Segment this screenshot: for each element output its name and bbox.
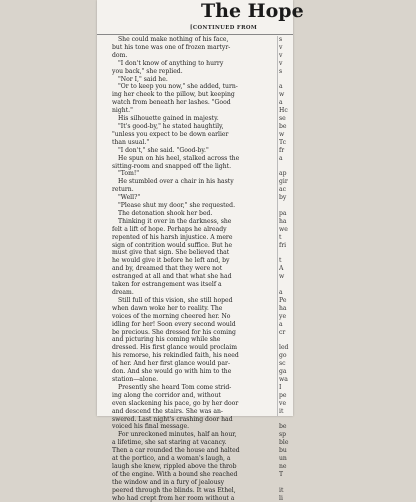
article-line: Then a car rounded the house and halted bbox=[112, 447, 240, 455]
adjacent-column-fragment: I bbox=[279, 383, 282, 391]
article-line: dressed. His first glance would proclaim bbox=[112, 344, 238, 352]
article-line: his remorse, his rekindled faith, his need bbox=[112, 352, 239, 360]
article-line: "I don't," she said. "Good-by." bbox=[118, 146, 209, 154]
article-line: when dawn woke her to reality. The bbox=[112, 304, 223, 312]
article-line: He stumbled over a chair in his hasty bbox=[118, 178, 234, 186]
adjacent-column-fragment: sp bbox=[279, 431, 287, 439]
article-main-column bbox=[112, 36, 269, 502]
article-line: of the engine. With a bound she reached bbox=[112, 470, 238, 478]
adjacent-column-fragment: T bbox=[279, 470, 284, 478]
adjacent-column-fragment: ha bbox=[279, 304, 287, 312]
adjacent-column-fragment: ga bbox=[279, 368, 287, 376]
header-rule bbox=[97, 34, 293, 35]
article-line: watch from beneath her lashes. "Good bbox=[112, 99, 231, 107]
adjacent-column-fragment: t bbox=[279, 257, 282, 265]
article-line: The detonation shook her bed. bbox=[118, 209, 213, 217]
article-line: "unless you expect to be down earlier bbox=[112, 130, 229, 138]
adjacent-column-fragment: ac bbox=[279, 186, 287, 194]
adjacent-column-fragment bbox=[278, 249, 294, 257]
adjacent-column-fragment: we bbox=[279, 225, 288, 233]
adjacent-column-fragment: by bbox=[279, 194, 287, 202]
article-line: dream. bbox=[112, 289, 134, 296]
continued-from-label: [CONTINUED FROM bbox=[190, 25, 258, 31]
article-line: he would give it before he left and, by bbox=[112, 257, 230, 265]
adjacent-column-fragment: w bbox=[279, 91, 285, 99]
adjacent-column-fragment: se bbox=[279, 115, 286, 123]
adjacent-column-fragment: ne bbox=[279, 462, 287, 470]
adjacent-column-fragment: led bbox=[279, 344, 289, 352]
article-line: and by, dreamed that they were not bbox=[112, 265, 223, 273]
adjacent-column-fragment: a bbox=[279, 99, 283, 107]
article-line: who had crept from her room without a bbox=[112, 494, 235, 502]
adjacent-column-fragment bbox=[278, 281, 294, 289]
adjacent-column-fragment: v bbox=[279, 43, 283, 51]
article-line: a lifetime, she sat staring at vacancy. bbox=[112, 439, 227, 447]
adjacent-column-fragment: s bbox=[279, 36, 283, 43]
adjacent-column-fragment: pe bbox=[279, 391, 287, 399]
adjacent-column-fragment: t bbox=[279, 233, 282, 241]
adjacent-column-fragment: a bbox=[279, 320, 283, 328]
article-line: of her. And her first glance would par- bbox=[112, 360, 231, 368]
article-line: the window and in a fury of jealousy bbox=[112, 478, 225, 486]
article-line: voiced his final message. bbox=[112, 423, 190, 431]
adjacent-column-fragment: a bbox=[279, 289, 283, 296]
article-line: For unreckoned minutes, half an hour, bbox=[118, 431, 237, 439]
article-adjacent-column bbox=[277, 36, 294, 502]
article-line: "I don't know of anything to hurry bbox=[118, 59, 224, 67]
adjacent-column-fragment: A bbox=[279, 265, 284, 273]
adjacent-column-fragment: it bbox=[279, 407, 284, 415]
adjacent-column-fragment: ye bbox=[279, 312, 287, 320]
article-line: sign of contrition would suffice. But he bbox=[112, 241, 233, 249]
adjacent-column-fragment: pa bbox=[279, 209, 287, 217]
article-line: "It's good-by," he stated haughtily, bbox=[118, 122, 224, 130]
adjacent-column-fragment: v bbox=[279, 51, 283, 59]
article-line: voices of the morning cheered her. No bbox=[112, 312, 231, 320]
article-line: sitting-room and snapped off the light. bbox=[112, 162, 232, 170]
article-line: at the portico, and a woman's laugh, a bbox=[112, 455, 231, 463]
article-line: swered. Last night's crashing door had bbox=[112, 415, 233, 423]
adjacent-column-fragment: ble bbox=[279, 439, 289, 447]
article-line: ing her cheek to the pillow, but keeping bbox=[112, 91, 235, 99]
adjacent-column-fragment: Pe bbox=[279, 296, 287, 304]
article-line: "Or to keep you now," she added, turn- bbox=[118, 83, 238, 91]
article-line: and picturing his coming while she bbox=[112, 336, 221, 344]
adjacent-column-fragment: go bbox=[279, 352, 287, 360]
adjacent-column-fragment: gir bbox=[279, 178, 288, 186]
adjacent-column-fragment: a bbox=[279, 83, 283, 91]
article-line: be precious. She dressed for his coming bbox=[112, 328, 236, 336]
article-line: don. And she would go with him to the bbox=[112, 368, 232, 376]
article-line: She could make nothing of his face, bbox=[118, 36, 229, 43]
article-line: night." bbox=[112, 107, 133, 115]
article-title: The Hope bbox=[201, 0, 304, 22]
adjacent-column-fragment bbox=[278, 76, 294, 84]
article-line: His silhouette gained in majesty. bbox=[118, 115, 219, 123]
adjacent-column-fragment: be bbox=[279, 423, 287, 431]
adjacent-column-fragment: wa bbox=[279, 375, 288, 383]
article-line: taken for estrangement was itself a bbox=[112, 281, 222, 289]
adjacent-column-fragment: v bbox=[279, 59, 283, 67]
article-line: but his tone was one of frozen martyr- bbox=[112, 43, 231, 51]
article-line: laugh she knew, rippled above the throb bbox=[112, 462, 237, 470]
adjacent-column-fragment: a bbox=[279, 154, 283, 162]
adjacent-column-fragment: sc bbox=[279, 360, 286, 368]
article-line: even slackening his pace, go by her door bbox=[112, 399, 239, 407]
article-line: felt a lift of hope. Perhaps he already bbox=[112, 225, 227, 233]
article-line: Presently she heard Tom come strid- bbox=[118, 383, 232, 391]
article-line: and descend the stairs. She was an- bbox=[112, 407, 223, 415]
adjacent-column-fragment: ap bbox=[279, 170, 287, 178]
article-line: ing along the corridor and, without bbox=[112, 391, 221, 399]
adjacent-column-fragment bbox=[278, 202, 294, 210]
article-line: Still full of this vision, she still hoped bbox=[118, 296, 233, 304]
adjacent-column-fragment: ve bbox=[279, 399, 287, 407]
adjacent-column-fragment: be bbox=[279, 122, 287, 130]
adjacent-column-fragment: w bbox=[279, 273, 285, 281]
article-line: peered through the blinds. It was Ethel, bbox=[112, 486, 236, 494]
article-line: idling for her! Soon every second would bbox=[112, 320, 236, 328]
article-line: He spun on his heel, stalked across the bbox=[118, 154, 240, 162]
adjacent-column-fragment bbox=[278, 479, 294, 487]
article-line: return. bbox=[112, 186, 134, 194]
adjacent-column-fragment: bu bbox=[279, 447, 287, 455]
article-line: "Well?" bbox=[118, 194, 141, 202]
article-line: station—alone. bbox=[112, 375, 159, 383]
article-line: you back," she replied. bbox=[112, 67, 183, 75]
article-line: "Nor I," said he. bbox=[118, 75, 168, 83]
article-clipping bbox=[97, 0, 304, 502]
adjacent-column-fragment bbox=[278, 416, 294, 424]
adjacent-column-fragment: cr bbox=[279, 328, 286, 336]
adjacent-column-fragment: li bbox=[279, 494, 283, 502]
adjacent-column-fragment: Hc bbox=[279, 107, 288, 115]
adjacent-column-fragment: s bbox=[279, 67, 283, 75]
adjacent-column-fragment: ha bbox=[279, 217, 287, 225]
article-line: estranged at all and that what she had bbox=[112, 273, 232, 281]
article-line: dom. bbox=[112, 51, 128, 59]
article-line: than usual." bbox=[112, 138, 150, 146]
adjacent-column-fragment: Tc bbox=[279, 138, 287, 146]
article-line: "Please shut my door," she requested. bbox=[118, 202, 236, 210]
article-line: "Tom!" bbox=[118, 170, 140, 178]
adjacent-column-fragment: w bbox=[279, 130, 285, 138]
article-line: Thinking it over in the darkness, she bbox=[118, 217, 232, 225]
adjacent-column-fragment: un bbox=[279, 455, 287, 463]
adjacent-column-fragment: fr bbox=[279, 146, 285, 154]
article-line: repented of his harsh injustice. A mere bbox=[112, 233, 233, 241]
adjacent-column-fragment bbox=[278, 336, 294, 344]
article-line: must give that sign. She believed that bbox=[112, 249, 230, 257]
adjacent-column-fragment: fri bbox=[279, 241, 287, 249]
adjacent-column-fragment: it bbox=[279, 486, 284, 494]
adjacent-column-fragment bbox=[278, 163, 294, 171]
